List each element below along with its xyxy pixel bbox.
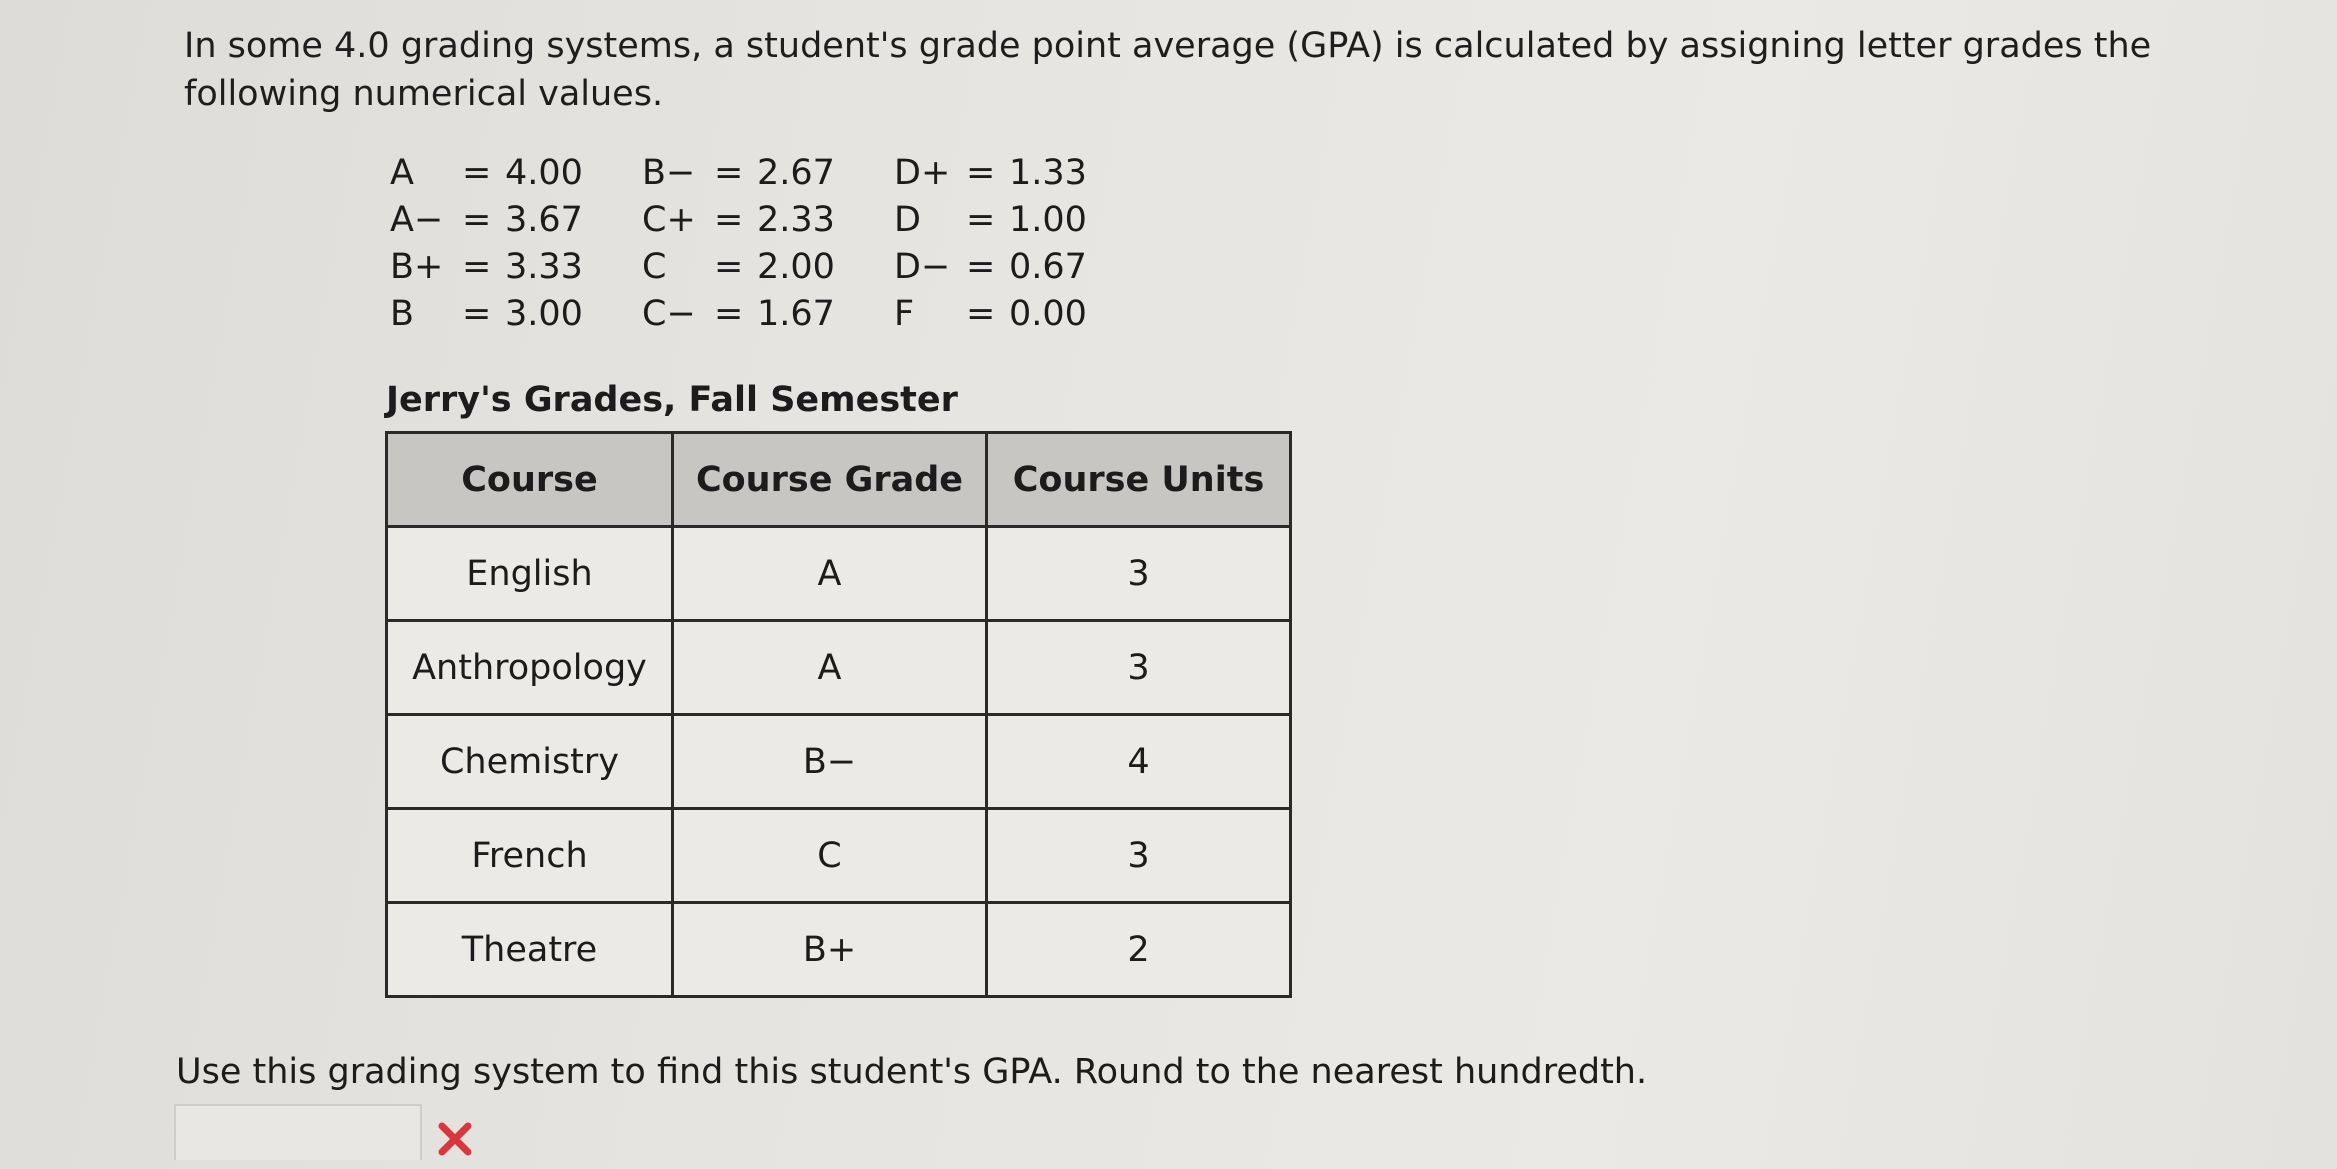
grade-value: 1.33 bbox=[1009, 153, 1087, 193]
table-row bbox=[387, 809, 1291, 903]
header-course-units: Course Units bbox=[987, 433, 1291, 527]
equals-sign: = bbox=[966, 294, 996, 334]
grade-letter: C− bbox=[642, 294, 696, 334]
grade-scale-row bbox=[894, 150, 1134, 197]
grade-letter: C bbox=[642, 247, 667, 287]
grade-value: 3.00 bbox=[505, 294, 583, 334]
course-cell: French bbox=[387, 809, 673, 903]
grade-letter: D− bbox=[894, 247, 951, 287]
equals-sign: = bbox=[462, 247, 492, 287]
grade-scale-row bbox=[642, 197, 882, 244]
table-header-row bbox=[387, 433, 1291, 527]
grade-scale-row bbox=[642, 150, 882, 197]
grade-letter: A bbox=[390, 153, 414, 193]
grade-scale-row bbox=[390, 197, 630, 244]
grade-cell: A bbox=[673, 621, 987, 715]
header-course-grade: Course Grade bbox=[673, 433, 987, 527]
grade-scale-row bbox=[642, 244, 882, 291]
equals-sign: = bbox=[966, 200, 996, 240]
grade-cell: B+ bbox=[673, 903, 987, 997]
units-cell: 4 bbox=[987, 715, 1291, 809]
table-row bbox=[387, 527, 1291, 621]
gpa-answer-input[interactable] bbox=[174, 1104, 422, 1160]
grade-scale-row bbox=[894, 197, 1134, 244]
table-row bbox=[387, 621, 1291, 715]
equals-sign: = bbox=[714, 294, 744, 334]
question-text: In some 4.0 grading systems, a student's grade point average (GPA) is calculated by assigning letter grades the following numerical values. bbox=[184, 26, 2152, 114]
equals-sign: = bbox=[714, 247, 744, 287]
course-cell: English bbox=[387, 527, 673, 621]
grade-value: 4.00 bbox=[505, 153, 583, 193]
header-course: Course bbox=[387, 433, 673, 527]
instruction-text: Use this grading system to find this student's GPA. Round to the nearest hundredth. bbox=[176, 1052, 1648, 1092]
grade-value: 3.33 bbox=[505, 247, 583, 287]
grade-cell: C bbox=[673, 809, 987, 903]
grade-letter: B+ bbox=[390, 247, 444, 287]
grade-scale-row bbox=[894, 244, 1134, 291]
grade-scale-column-1 bbox=[390, 150, 630, 338]
equals-sign: = bbox=[966, 247, 996, 287]
grade-letter: A− bbox=[390, 200, 444, 240]
grade-value: 2.33 bbox=[757, 200, 835, 240]
course-cell: Theatre bbox=[387, 903, 673, 997]
units-cell: 3 bbox=[987, 527, 1291, 621]
units-cell: 2 bbox=[987, 903, 1291, 997]
equals-sign: = bbox=[714, 153, 744, 193]
grade-letter: C+ bbox=[642, 200, 696, 240]
grade-value: 0.00 bbox=[1009, 294, 1087, 334]
grade-value: 0.67 bbox=[1009, 247, 1087, 287]
grades-table bbox=[385, 431, 1292, 998]
equals-sign: = bbox=[462, 153, 492, 193]
equals-sign: = bbox=[966, 153, 996, 193]
table-row bbox=[387, 715, 1291, 809]
table-row bbox=[387, 903, 1291, 997]
course-cell: Chemistry bbox=[387, 715, 673, 809]
grade-letter: B bbox=[390, 294, 415, 334]
equals-sign: = bbox=[714, 200, 744, 240]
grade-value: 2.67 bbox=[757, 153, 835, 193]
grade-cell: A bbox=[673, 527, 987, 621]
incorrect-x-icon bbox=[436, 1120, 474, 1158]
grade-value: 3.67 bbox=[505, 200, 583, 240]
grade-letter: D+ bbox=[894, 153, 951, 193]
grade-scale-row bbox=[390, 291, 630, 338]
grade-value: 1.67 bbox=[757, 294, 835, 334]
grade-letter: B− bbox=[642, 153, 696, 193]
units-cell: 3 bbox=[987, 809, 1291, 903]
grade-value: 1.00 bbox=[1009, 200, 1087, 240]
grade-scale-column-3 bbox=[894, 150, 1134, 338]
grade-scale-row bbox=[642, 291, 882, 338]
grade-scale-row bbox=[390, 244, 630, 291]
course-cell: Anthropology bbox=[387, 621, 673, 715]
grade-cell: B− bbox=[673, 715, 987, 809]
equals-sign: = bbox=[462, 200, 492, 240]
grade-scale-row bbox=[894, 291, 1134, 338]
grade-scale-column-2 bbox=[642, 150, 882, 338]
table-title: Jerry's Grades, Fall Semester bbox=[386, 380, 958, 420]
grade-letter: F bbox=[894, 294, 915, 334]
grade-value: 2.00 bbox=[757, 247, 835, 287]
units-cell: 3 bbox=[987, 621, 1291, 715]
equals-sign: = bbox=[462, 294, 492, 334]
grade-scale-row bbox=[390, 150, 630, 197]
grade-letter: D bbox=[894, 200, 921, 240]
